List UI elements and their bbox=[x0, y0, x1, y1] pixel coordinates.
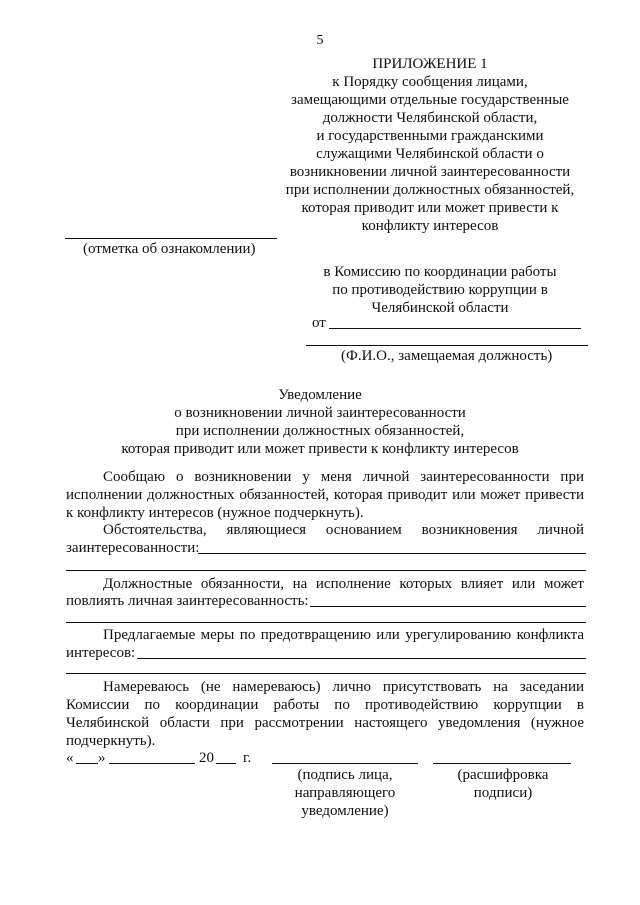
appendix-line: возникновении личной заинтересованности bbox=[289, 164, 571, 180]
appendix-line: конфликту интересов bbox=[361, 218, 499, 234]
date-month-blank bbox=[109, 763, 195, 764]
decoding-blank bbox=[433, 763, 571, 764]
p5-line: Комиссии по координации работы по противодействию коррупции в bbox=[66, 697, 584, 713]
notice-subtitle-line: которая приводит или может привести к конфликту интересов bbox=[121, 441, 519, 457]
p5-line: Намереваюсь (не намереваюсь) лично присутствовать на заседании bbox=[103, 679, 584, 695]
page-number: 5 bbox=[316, 33, 324, 48]
p1-line: исполнении должностных обязанностей, которая приводит или может привести bbox=[66, 487, 584, 503]
signature-blank bbox=[272, 763, 418, 764]
signer-caption-line: уведомление) bbox=[301, 803, 389, 819]
appendix-line: должности Челябинской области, bbox=[322, 110, 538, 126]
decoding-caption-line: (расшифровка bbox=[457, 767, 549, 783]
p5-line: подчеркнуть). bbox=[66, 733, 156, 749]
p3-label: повлиять личная заинтересованность: bbox=[66, 593, 309, 609]
date-quote-close: » bbox=[98, 750, 106, 766]
p5-line: Челябинской области при рассмотрении настоящего уведомления (нужное bbox=[66, 715, 584, 731]
appendix-line: при исполнении должностных обязанностей, bbox=[285, 182, 575, 198]
from-blank-line bbox=[329, 328, 581, 329]
addressee-line: в Комиссию по координации работы bbox=[323, 264, 557, 280]
p3-blank-line bbox=[310, 606, 586, 607]
appendix-line: которая приводит или может привести к bbox=[301, 200, 559, 216]
appendix-line: и государственными гражданскими bbox=[316, 128, 544, 144]
appendix-header bbox=[280, 55, 580, 235]
signer-caption-line: (подпись лица, bbox=[297, 767, 393, 783]
p2-blank-line bbox=[198, 553, 586, 554]
notice-title: Уведомление bbox=[278, 387, 362, 403]
name-caption: (Ф.И.О., замещаемая должность) bbox=[341, 348, 553, 364]
notice-subtitle-line: о возникновении личной заинтересованности bbox=[174, 405, 466, 421]
p1-line: Сообщаю о возникновении у меня личной заинтересованности при bbox=[103, 469, 584, 485]
p4-line: Предлагаемые меры по предотвращению или урегулированию конфликта bbox=[103, 627, 584, 643]
date-day-blank bbox=[76, 763, 98, 764]
p3-line: Должностные обязанности, на исполнение которых влияет или может bbox=[103, 576, 584, 592]
notice-heading bbox=[40, 386, 600, 458]
notice-subtitle-line: при исполнении должностных обязанностей, bbox=[175, 423, 465, 439]
appendix-title: ПРИЛОЖЕНИЕ 1 bbox=[372, 56, 488, 72]
p2-line: Обстоятельства, являющиеся основанием возникновения личной bbox=[103, 522, 584, 538]
decoding-caption-line: подписи) bbox=[473, 785, 533, 801]
date-year-suffix: г. bbox=[243, 750, 252, 766]
addressee-block bbox=[290, 263, 590, 317]
appendix-line: замещающими отдельные государственные bbox=[291, 92, 569, 108]
date-quote-open: « bbox=[66, 750, 74, 766]
date-year-blank bbox=[216, 763, 236, 764]
date-year-prefix: 20 bbox=[199, 750, 214, 766]
from-blank-line-2 bbox=[306, 345, 588, 346]
signer-caption bbox=[265, 766, 425, 820]
appendix-line: к Порядку сообщения лицами, bbox=[332, 74, 528, 90]
addressee-line: по противодействию коррупции в bbox=[332, 282, 548, 298]
p4-label: интересов: bbox=[66, 645, 136, 661]
p4-blank-line-2 bbox=[66, 673, 586, 674]
p2-label: заинтересованности: bbox=[66, 540, 200, 556]
p2-blank-line-2 bbox=[66, 570, 586, 571]
signer-caption-line: направляющего bbox=[294, 785, 396, 801]
p4-blank-line bbox=[137, 658, 586, 659]
addressee-line: Челябинской области bbox=[371, 300, 509, 316]
decoding-caption bbox=[428, 766, 578, 802]
from-label: от bbox=[312, 315, 326, 331]
p1-line: к конфликту интересов (нужное подчеркнуть). bbox=[66, 505, 364, 521]
p3-blank-line-2 bbox=[66, 622, 586, 623]
acknowledgement-blank-line bbox=[65, 238, 277, 239]
acknowledgement-label: (отметка об ознакомлении) bbox=[83, 241, 256, 257]
appendix-line: служащими Челябинской области о bbox=[316, 146, 544, 162]
